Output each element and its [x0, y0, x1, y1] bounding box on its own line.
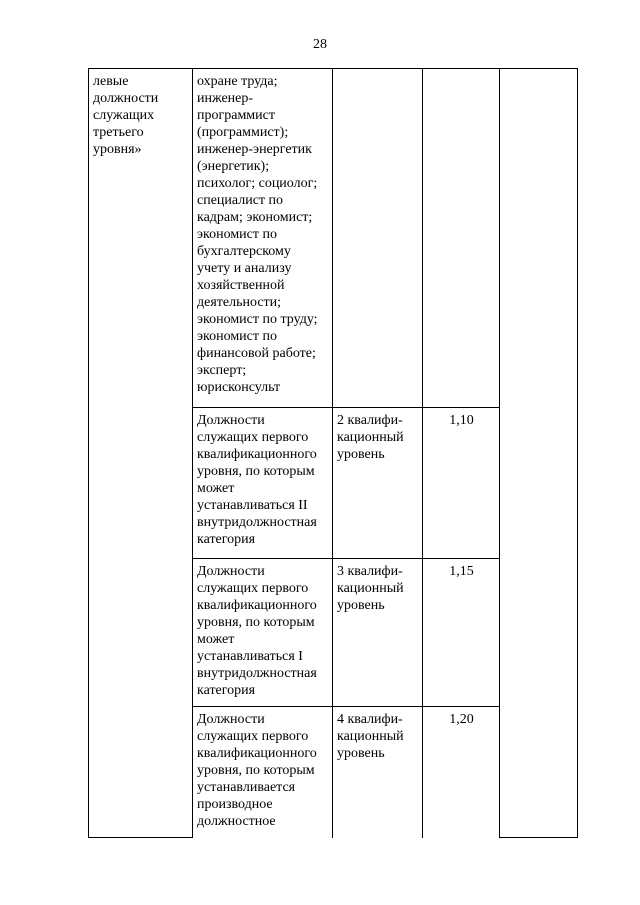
positions-text: Должности служащих первого квалификационного уровня, по которым устанавливается производное должностное [197, 712, 317, 829]
positions-text: охране труда; инженер- программист (программист); инженер-энергетик (энергетик); психолог; социолог; специалист по кадрам; экономист; экономист по бухгалтерскому учету и анализу хозяйственной деятельности; экономист по труду; экономист по финансовой работе; эксперт; юрисконсульт [197, 74, 318, 395]
coefficient-cell [423, 559, 500, 707]
group-name-text: левые должности служащих третьего уровня» [93, 74, 159, 157]
positions-cell [193, 408, 333, 559]
group-name-cell [89, 69, 193, 838]
table-row [89, 69, 578, 408]
page-number: 28 [313, 37, 327, 52]
positions-cell [193, 69, 333, 408]
level-cell [333, 707, 423, 838]
level-text: 3 квалифи- кационный уровень [337, 564, 404, 613]
level-cell [333, 408, 423, 559]
coefficient-cell [423, 408, 500, 559]
level-cell [333, 69, 423, 408]
positions-text: Должности служащих первого квалификационного уровня, по которым может устанавливаться II внутридолжностная категория [197, 413, 317, 547]
coefficient-cell [423, 707, 500, 838]
level-text: 4 квалифи- кационный уровень [337, 712, 404, 761]
positions-text: Должности служащих первого квалификационного уровня, по которым может устанавливаться I внутридолжностная категория [197, 564, 317, 698]
coefficient-cell [423, 69, 500, 408]
coefficient-text: 1,10 [449, 413, 474, 428]
empty-column-cell [500, 69, 578, 838]
salary-table [88, 68, 578, 838]
coefficient-text: 1,20 [449, 712, 474, 727]
positions-cell [193, 707, 333, 838]
level-cell [333, 559, 423, 707]
level-text: 2 квалифи- кационный уровень [337, 413, 404, 462]
coefficient-text: 1,15 [449, 564, 474, 579]
positions-cell [193, 559, 333, 707]
